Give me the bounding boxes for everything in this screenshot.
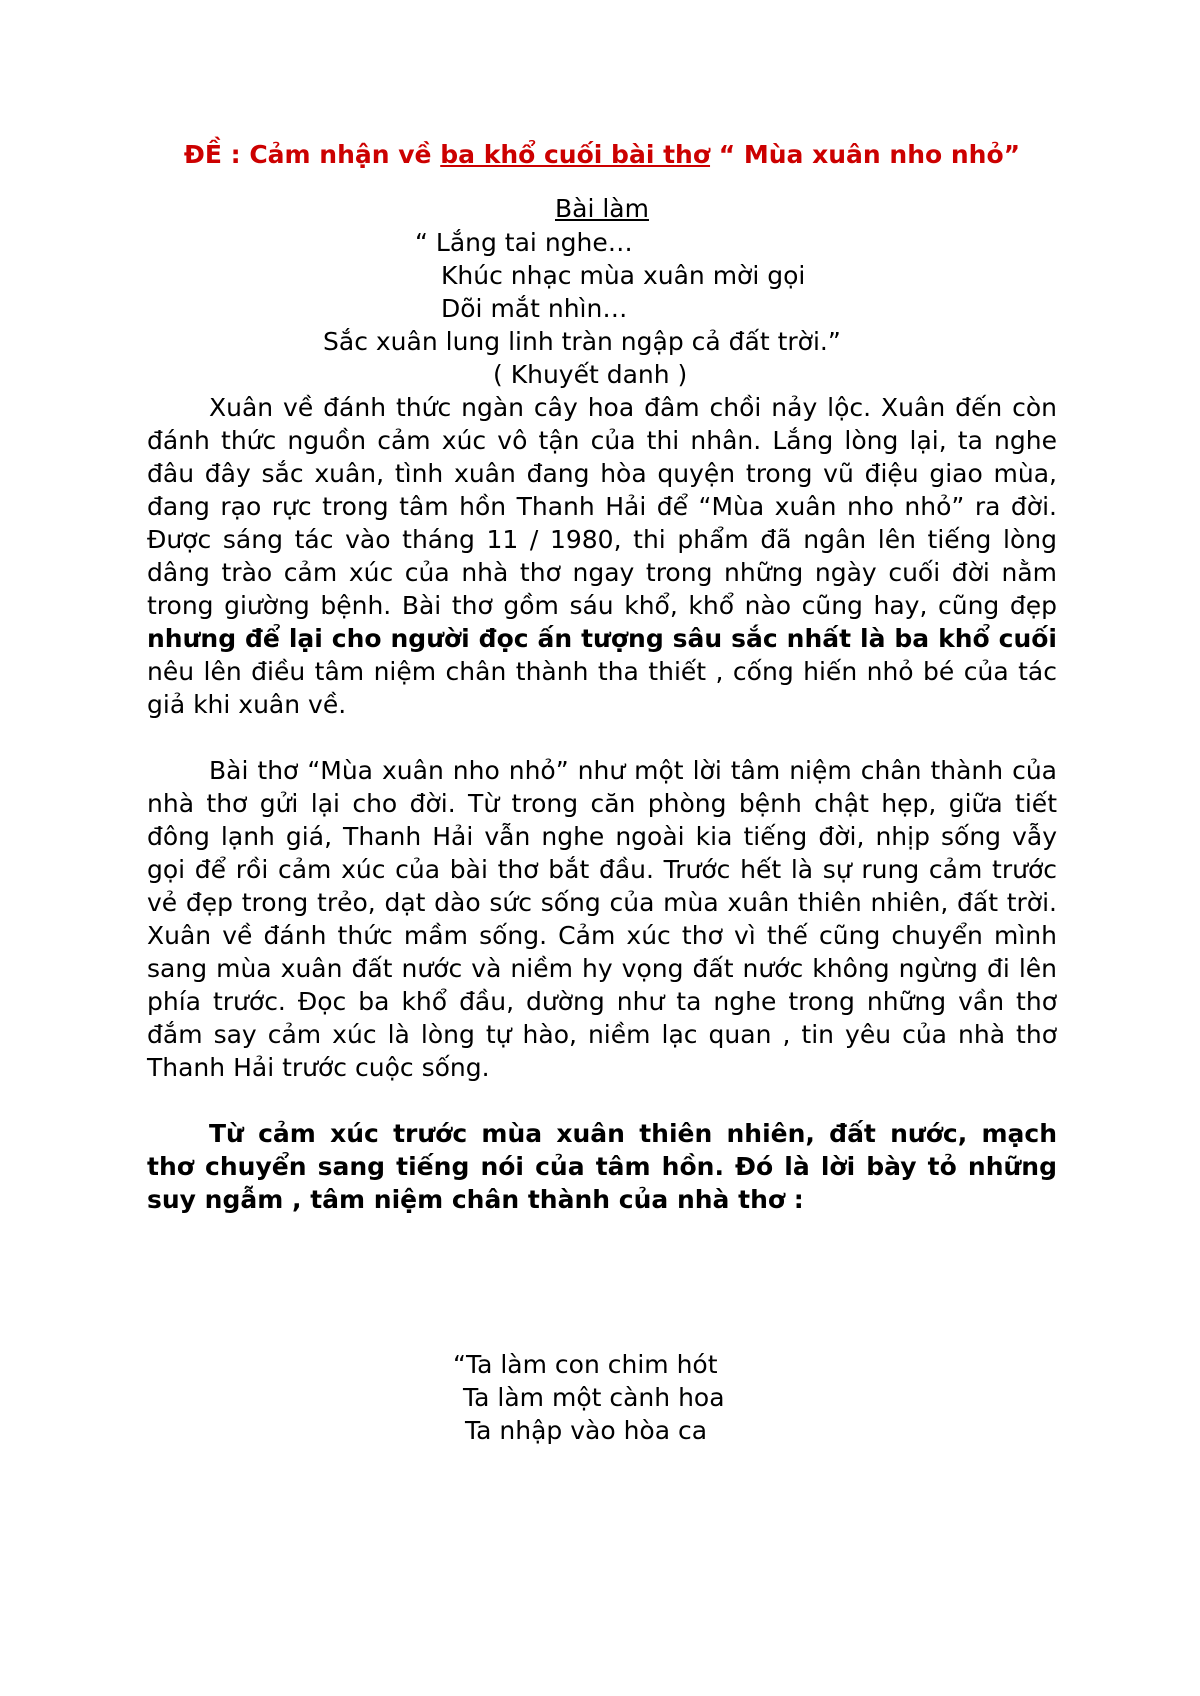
- poem-line: Ta làm một cành hoa: [463, 1383, 725, 1412]
- opening-poem: [147, 226, 1057, 391]
- paragraph-intro-text: Xuân về đánh thức ngàn cây hoa đâm chồi nảy lộc. Xuân đến còn đánh thức nguồn cảm xúc vô tận của thi nhân. Lắng lòng lại, ta nghe đâu đây sắc xuân, tình xuân đang hòa quyện trong vũ điệu giao mùa, đang rạo rực trong tâm hồn Thanh Hải để “Mùa xuân nho nhỏ” ra đời. Được sáng tác vào tháng 11 / 1980, thi phẩm đã ngân lên tiếng lòng dâng trào cảm xúc của nhà thơ ngay trong những ngày cuối đời nằm trong giường bệnh. Bài thơ gồm sáu khổ, khổ nào cũng hay, cũng đẹp: [147, 393, 1057, 620]
- paragraph-intro-end: nêu lên điều tâm niệm chân thành tha thiết , cống hiến nhỏ bé của tác giả khi xuân về.: [147, 657, 1057, 719]
- document-page: [147, 138, 1057, 1447]
- title-suffix: “ Mùa xuân nho nhỏ”: [710, 140, 1021, 169]
- paragraph-gap: [147, 721, 1057, 754]
- poem-line: Sắc xuân lung linh tràn ngập cả đất trời.”: [323, 327, 841, 356]
- paragraph-body: Bài thơ “Mùa xuân nho nhỏ” như một lời tâm niệm chân thành của nhà thơ gửi lại cho đời. Từ trong căn phòng bệnh chật hẹp, giữa tiết đông lạnh giá, Thanh Hải vẫn nghe ngoài kia tiếng đời, nhịp sống vẫy gọi để rồi cảm xúc của bài thơ bắt đầu. Trước hết là sự rung cảm trước vẻ đẹp trong trẻo, dạt dào sức sống của mùa xuân thiên nhiên, đất trời. Xuân về đánh thức mầm sống. Cảm xúc thơ vì thế cũng chuyển mình sang mùa xuân đất nước và niềm hy vọng đất nước không ngừng đi lên phía trước. Đọc ba khổ đầu, dường như ta nghe trong những vần thơ đắm say cảm xúc là lòng tự hào, niềm lạc quan , tin yêu của nhà thơ Thanh Hải trước cuộc sống.: [147, 756, 1057, 1082]
- paragraph-transition: Từ cảm xúc trước mùa xuân thiên nhiên, đất nước, mạch thơ chuyển sang tiếng nói của tâm hồn. Đó là lời bày tỏ những suy ngẫm , tâm niệm chân thành của nhà thơ :: [147, 1119, 1057, 1214]
- section-heading: Bài làm: [555, 194, 649, 223]
- poem-line: “ Lắng tai nghe…: [415, 228, 633, 257]
- poem-line: Khúc nhạc mùa xuân mời gọi: [441, 261, 806, 290]
- paragraph-intro-bold: nhưng để lại cho người đọc ấn tượng sâu sắc nhất là ba khổ cuối: [147, 624, 1057, 653]
- poem-line: “Ta làm con chim hót: [453, 1350, 718, 1379]
- poem-line: Ta nhập vào hòa ca: [465, 1416, 708, 1445]
- closing-poem: [147, 1348, 1057, 1447]
- poem-line: Dõi mắt nhìn…: [441, 294, 628, 323]
- title-underlined: ba khổ cuối bài thơ: [440, 140, 711, 169]
- document-title: [147, 138, 1057, 172]
- poem-attribution: ( Khuyết danh ): [493, 360, 688, 389]
- title-prefix: ĐỀ : Cảm nhận về: [183, 140, 441, 169]
- paragraph-gap: [147, 1084, 1057, 1117]
- paragraph-intro: [147, 391, 1057, 721]
